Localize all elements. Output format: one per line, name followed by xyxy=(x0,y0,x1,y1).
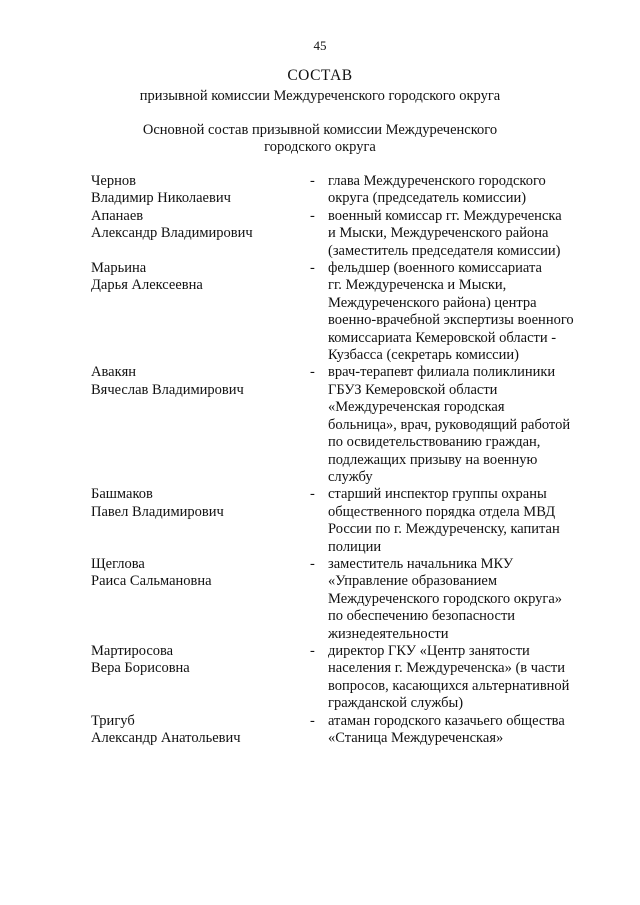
separator-dash: - xyxy=(310,712,315,729)
member-name-line: Павел Владимирович xyxy=(91,503,224,520)
members-list xyxy=(91,173,591,747)
member-name xyxy=(91,713,310,748)
member-name-line: Авакян xyxy=(91,364,137,381)
member-row xyxy=(91,643,591,713)
member-role-line: населения г. Междуреченска» (в части xyxy=(328,660,566,677)
member-row xyxy=(91,486,591,556)
member-role-line: гражданской службы) xyxy=(328,695,464,712)
member-role-line: ГБУЗ Кемеровской области xyxy=(328,381,498,398)
member-role xyxy=(328,643,591,713)
member-role xyxy=(328,556,591,643)
member-role xyxy=(328,208,591,260)
member-row xyxy=(91,364,591,486)
member-name-line: Башмаков xyxy=(91,486,153,503)
separator-dash: - xyxy=(310,364,315,381)
member-name xyxy=(91,260,310,364)
separator-dash: - xyxy=(310,486,315,503)
member-name-line: Александр Анатольевич xyxy=(91,730,241,746)
member-name-line: Марьина xyxy=(91,260,147,277)
member-row xyxy=(91,713,591,748)
separator-dash: - xyxy=(310,642,315,659)
member-role-line: комиссариата Кемеровской области - xyxy=(328,329,557,346)
member-role-line: врач-терапевт филиала поликлиники xyxy=(328,364,556,381)
member-role-line: гг. Междуреченска и Мыски, xyxy=(328,277,507,294)
member-role-line: «Управление образованием xyxy=(328,573,498,590)
page-number: 45 xyxy=(313,38,327,53)
member-row xyxy=(91,260,591,364)
member-name-line: Щеглова xyxy=(91,555,145,572)
member-role-line: подлежащих призыву на военную xyxy=(328,451,538,468)
member-role-line: «Станица Междуреченская» xyxy=(328,730,504,746)
member-role-line: Междуреченского района) центра xyxy=(328,294,537,311)
member-role xyxy=(328,486,591,556)
member-name-line: Вера Борисовна xyxy=(91,660,190,677)
member-name xyxy=(91,643,310,713)
member-name xyxy=(91,173,310,208)
document-subtitle: призывной комиссии Междуреченского городского округа xyxy=(139,88,501,104)
member-role-line: глава Междуреченского городского xyxy=(328,173,546,189)
member-role-line: округа (председатель комиссии) xyxy=(328,190,527,207)
section-heading-line: Основной состав призывной комиссии Междуреченского xyxy=(142,122,498,138)
member-name xyxy=(91,364,310,486)
member-row xyxy=(91,173,591,208)
member-name-line: Раиса Сальмановна xyxy=(91,573,212,590)
member-name xyxy=(91,486,310,556)
member-role-line: заместитель начальника МКУ xyxy=(328,555,514,572)
separator-dash: - xyxy=(310,260,315,277)
member-name-line: Владимир Николаевич xyxy=(91,190,231,207)
member-role-line: Кузбасса (секретарь комиссии) xyxy=(328,347,519,364)
member-role-line: по обеспечению безопасности xyxy=(328,608,516,625)
separator-dash: - xyxy=(310,173,315,189)
member-role-line: директор ГКУ «Центр занятости xyxy=(328,642,530,659)
member-role-line: и Мыски, Междуреченского района xyxy=(328,225,549,242)
member-role-line: Междуреченского городского округа» xyxy=(328,590,563,607)
member-role-line: службу xyxy=(328,468,373,485)
member-name-line: Александр Владимирович xyxy=(91,225,253,242)
member-role-line: по освидетельствованию граждан, xyxy=(328,434,541,451)
member-name xyxy=(91,208,310,260)
member-role-line: фельдшер (военного комиссариата xyxy=(328,260,542,277)
member-role-line: больница», врач, руководящий работой xyxy=(328,416,571,433)
member-role-line: вопросов, касающихся альтернативной xyxy=(328,677,570,694)
member-role-line: «Междуреченская городская xyxy=(328,399,505,416)
member-role xyxy=(328,364,591,486)
member-role-line: военный комиссар гг. Междуреченска xyxy=(328,207,562,224)
member-name-line: Вячеслав Владимирович xyxy=(91,381,244,398)
member-name-line: Тригуб xyxy=(91,712,135,729)
member-role xyxy=(328,173,591,208)
member-name-line: Дарья Алексеевна xyxy=(91,277,203,294)
member-name-line: Мартиросова xyxy=(91,642,174,659)
member-role-line: жизнедеятельности xyxy=(328,625,449,642)
member-role xyxy=(328,260,591,364)
member-role-line: общественного порядка отдела МВД xyxy=(328,503,556,520)
member-role-line: (заместитель председателя комиссии) xyxy=(328,242,561,259)
separator-dash: - xyxy=(310,555,315,572)
section-heading-line: городского округа xyxy=(264,139,376,155)
member-name-line: Чернов xyxy=(91,173,136,189)
document-title: СОСТАВ xyxy=(287,67,353,84)
separator-dash: - xyxy=(310,207,315,224)
member-role-line: атаман городского казачьего общества xyxy=(328,712,565,729)
member-row xyxy=(91,556,591,643)
member-role-line: России по г. Междуреченску, капитан xyxy=(328,521,560,538)
member-role xyxy=(328,713,591,748)
member-name-line: Апанаев xyxy=(91,207,144,224)
member-row xyxy=(91,208,591,260)
section-heading xyxy=(0,122,640,156)
member-role-line: военно-врачебной экспертизы военного xyxy=(328,312,574,329)
member-name xyxy=(91,556,310,643)
member-role-line: полиции xyxy=(328,538,382,555)
member-role-line: старший инспектор группы охраны xyxy=(328,486,547,503)
